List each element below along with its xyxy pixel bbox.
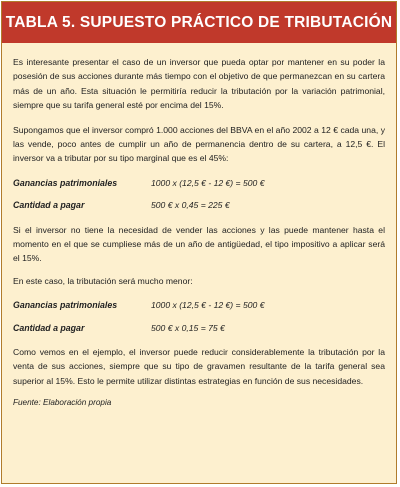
source-note: Fuente: Elaboración propia	[13, 398, 112, 408]
calc1-pay-value: 500 € x 0,45 = 225 €	[151, 200, 230, 211]
case1-paragraph: Supongamos que el inversor compró 1.000 acciones del BBVA en el año 2002 a 12 € cada una, y las vende, poco antes de cumplir un año de permanencia dentro de su cartera, a 12,5 €. El inversor va a tributar por su tipo marginal que es el 45%:	[13, 124, 385, 164]
calc2-pay-row	[13, 321, 385, 335]
table-title: TABLA 5. SUPUESTO PRÁCTICO DE TRIBUTACIÓN	[5, 13, 393, 31]
calc2-pay-value: 500 € x 0,15 = 75 €	[151, 322, 225, 333]
intro-paragraph: Es interesante presentar el caso de un inversor que pueda optar por mantener en su poder la posesión de sus acciones durante más tiempo con el objetivo de que permanezcan en su cartera más de un año. Esta situación le permitiría reducir la tributación por la variación patrimonial, siempre que su tarifa general esté por encima del 15%.	[13, 57, 385, 111]
table-header	[2, 2, 396, 43]
calc1-gain-row	[13, 176, 385, 190]
calc2-pay-label: Cantidad a pagar	[13, 322, 85, 333]
tax-example-table	[1, 1, 397, 484]
calc2-gain-label: Ganancias patrimoniales	[13, 300, 118, 311]
case2-paragraph: Si el inversor no tiene la necesidad de vender las acciones y las puede mantener hasta el momento en el que se cumpliese más de un año de antigüedad, el tipo impositivo a aplicar será el 15%.	[13, 224, 385, 264]
calc2-gain-row	[13, 298, 385, 312]
calc1-pay-label: Cantidad a pagar	[13, 200, 85, 211]
calc1-gain-label: Ganancias patrimoniales	[13, 177, 118, 188]
calc1-gain-value: 1000 x (12,5 € - 12 €) = 500 €	[151, 177, 265, 188]
calc2-gain-value: 1000 x (12,5 € - 12 €) = 500 €	[151, 300, 265, 311]
case2b-paragraph: En este caso, la tributación será mucho menor:	[13, 275, 193, 286]
calc1-pay-row	[13, 198, 385, 212]
conclusion-paragraph: Como vemos en el ejemplo, el inversor puede reducir considerablemente la tributación por la venta de sus acciones, siempre que su tipo de gravamen resultante de la tarifa general sea superior al 15%. Esto le permite utilizar distintas estrategias en función de sus necesidades.	[13, 347, 385, 386]
table-content	[2, 43, 396, 411]
